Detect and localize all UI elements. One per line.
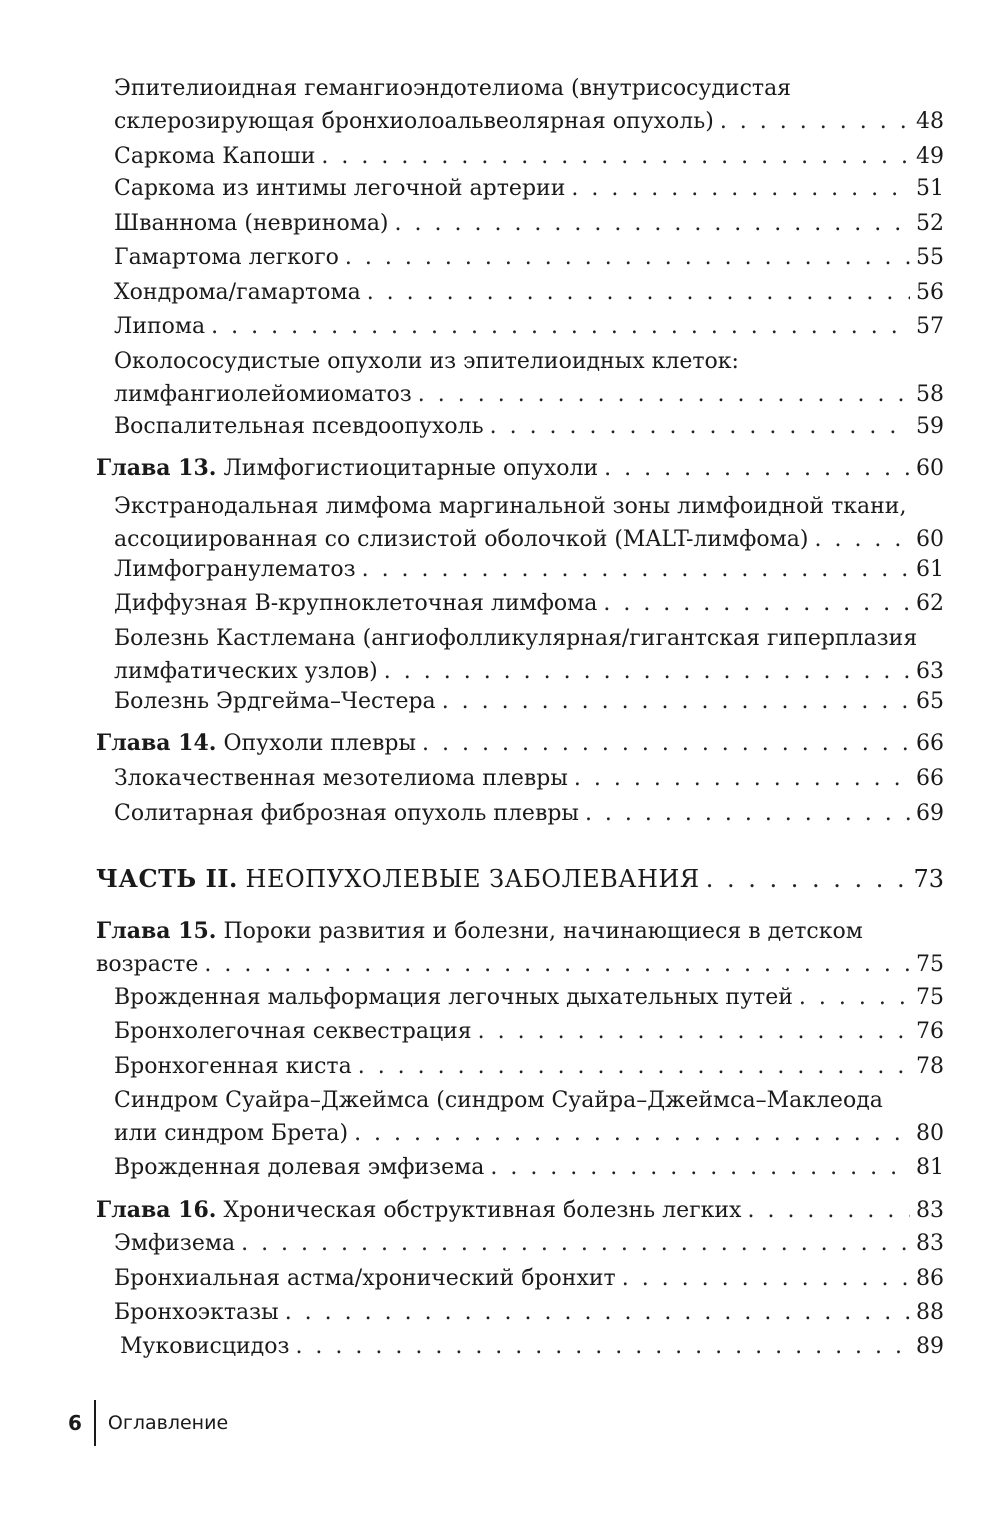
dot-leader — [720, 105, 910, 138]
dot-leader — [490, 410, 910, 443]
toc-title-text: Муковисцидоз — [120, 1334, 290, 1359]
toc-page-number: 75 — [916, 952, 944, 977]
toc-page-number: 75 — [916, 985, 944, 1010]
toc-title-text: Солитарная фиброзная опухоль плевры — [114, 801, 579, 826]
toc-title-text: склерозирующая бронхиолоальвеолярная опухоль) — [114, 109, 714, 134]
toc-title-line — [114, 378, 944, 411]
toc-page-number: 59 — [916, 414, 944, 439]
toc-title-line — [114, 523, 944, 556]
toc-title-text: Врожденная долевая эмфизема — [114, 1155, 485, 1180]
toc-page-number: 51 — [916, 176, 944, 201]
dot-leader — [362, 553, 910, 586]
dot-leader — [354, 1117, 910, 1150]
toc-page-number: 48 — [916, 109, 944, 134]
toc-title-line — [114, 1050, 944, 1083]
toc-title-text: Шваннома (невринома) — [114, 211, 389, 236]
toc-title-line — [114, 276, 944, 309]
toc-page-number: 83 — [916, 1198, 944, 1223]
dot-leader — [418, 378, 910, 411]
toc-title-text: Диффузная В-крупноклеточная лимфома — [114, 591, 598, 616]
toc-page-number: 49 — [916, 144, 944, 169]
toc-page-number: 81 — [916, 1155, 944, 1180]
toc-title-text: Липома — [114, 314, 206, 339]
toc-title-text: Саркома Капоши — [114, 144, 316, 169]
dot-leader — [571, 172, 910, 205]
dot-leader — [622, 1262, 910, 1295]
toc-title-line1 — [96, 915, 863, 948]
dot-leader — [490, 1151, 910, 1184]
toc-title-text: Экстранодальная лимфома маргинальной зоны лимфоидной ткани, — [114, 494, 907, 519]
toc-title-line — [114, 587, 944, 620]
toc-page-number: 88 — [916, 1300, 944, 1325]
toc-page-number: 60 — [916, 456, 944, 481]
toc-title-text: Врожденная мальформация легочных дыхательных путей — [114, 985, 793, 1010]
toc-page-number: 73 — [913, 865, 944, 893]
toc-title-text: Эпителиоидная гемангиоэндотелиома (внутрисосудистая — [114, 76, 792, 101]
dot-leader — [706, 863, 908, 896]
toc-title-line — [114, 410, 944, 443]
toc-page-number: 66 — [916, 766, 944, 791]
toc-title-text: лимфангиолейомиоматоз — [114, 382, 412, 407]
toc-page-number: 62 — [916, 591, 944, 616]
dot-leader — [604, 452, 910, 485]
toc-title-text: Бронхиальная астма/хронический бронхит — [114, 1266, 616, 1291]
toc-label: Глава 16. — [96, 1197, 217, 1223]
toc-title-line — [114, 1296, 944, 1329]
toc-title-line1 — [114, 490, 906, 523]
toc-title-text: Воспалительная псевдоопухоль — [114, 414, 484, 439]
toc-title-line — [114, 797, 944, 830]
toc-title-line — [114, 685, 944, 718]
toc-title-text: Болезнь Кастлемана (ангиофолликулярная/гигантская гиперплазия — [114, 626, 918, 651]
toc-title-line — [114, 140, 944, 173]
toc-page-number: 65 — [916, 689, 944, 714]
toc-title-line — [114, 1151, 944, 1184]
toc-title-line1 — [114, 345, 739, 378]
dot-leader — [442, 685, 910, 718]
toc-title-text: Саркома из интимы легочной артерии — [114, 176, 566, 201]
dot-leader — [295, 1330, 910, 1363]
dot-leader — [345, 241, 910, 274]
toc-title-line — [96, 862, 944, 896]
toc-title-line — [96, 1194, 944, 1227]
toc-page-number: 89 — [916, 1334, 944, 1359]
toc-page-number: 55 — [916, 245, 944, 270]
toc-page-number: 57 — [916, 314, 944, 339]
dot-leader — [395, 207, 910, 240]
toc-title-line — [114, 553, 944, 586]
toc-page-number: 61 — [916, 557, 944, 582]
toc-page-number: 52 — [916, 211, 944, 236]
toc-title-text: Злокачественная мезотелиома плевры — [114, 766, 568, 791]
dot-leader — [211, 310, 910, 343]
toc-title-text: ассоциированная со слизистой оболочкой (MALT-лимфома) — [114, 527, 809, 552]
toc-title-text: Бронхолегочная секвестрация — [114, 1019, 472, 1044]
toc-title-text: или синдром Брета) — [114, 1121, 349, 1146]
toc-page-number: 86 — [916, 1266, 944, 1291]
toc-page-number: 60 — [916, 527, 944, 552]
toc-title-line — [114, 1262, 944, 1295]
toc-page-number: 66 — [916, 731, 944, 756]
toc-page-number: 83 — [916, 1231, 944, 1256]
toc-label: ЧАСТЬ II. — [96, 864, 238, 893]
toc-title-line — [114, 207, 944, 240]
toc-title-text: Гамартома легкого — [114, 245, 339, 270]
toc-title-line — [120, 1330, 944, 1363]
dot-leader — [384, 655, 910, 688]
toc-title-text: Эмфизема — [114, 1231, 236, 1256]
toc-page-number: 80 — [916, 1121, 944, 1146]
toc-title-line1 — [114, 72, 791, 105]
running-section-title: Оглавление — [107, 1412, 229, 1434]
toc-title-text: Пороки развития и болезни, начинающиеся в детском — [223, 919, 863, 944]
dot-leader — [358, 1050, 910, 1083]
toc-title-text: Лимфогранулематоз — [114, 557, 356, 582]
toc-label: Глава 13. — [96, 455, 217, 481]
toc-title-text: Околососудистые опухоли из эпителиоидных клеток: — [114, 349, 739, 374]
toc-title-text: Болезнь Эрдгейма–Честера — [114, 689, 436, 714]
toc-title-text: возрасте — [96, 952, 199, 977]
dot-leader — [747, 1194, 910, 1227]
toc-label: Глава 14. — [96, 730, 217, 756]
dot-leader — [241, 1227, 910, 1260]
dot-leader — [321, 140, 910, 173]
toc-title-line1 — [114, 622, 917, 655]
toc-label: Глава 15. — [96, 918, 217, 944]
toc-title-line — [96, 727, 944, 760]
toc-title-line — [114, 762, 944, 795]
toc-title-text: Лимфогистиоцитарные опухоли — [223, 456, 599, 481]
toc-title-line — [96, 452, 944, 485]
dot-leader — [603, 587, 910, 620]
page-footer — [68, 1400, 228, 1446]
toc-title-line — [114, 310, 944, 343]
toc-title-text: Бронхогенная киста — [114, 1054, 352, 1079]
page-number: 6 — [68, 1411, 82, 1435]
toc-title-line — [114, 655, 944, 688]
dot-leader — [574, 762, 910, 795]
toc-page-number: 78 — [916, 1054, 944, 1079]
toc-title-text: Хроническая обструктивная болезнь легких — [223, 1198, 742, 1223]
toc-title-line — [114, 172, 944, 205]
toc-title-text: НЕОПУХОЛЕВЫЕ ЗАБОЛЕВАНИЯ — [245, 865, 700, 893]
dot-leader — [478, 1015, 910, 1048]
dot-leader — [585, 797, 910, 830]
dot-leader — [814, 523, 910, 556]
toc-title-text: Бронхоэктазы — [114, 1300, 279, 1325]
dot-leader — [204, 948, 910, 981]
toc-page-number: 69 — [916, 801, 944, 826]
toc-title-line — [114, 1015, 944, 1048]
toc-title-line — [114, 1227, 944, 1260]
dot-leader — [422, 727, 910, 760]
toc-title-line — [114, 105, 944, 138]
dot-leader — [367, 276, 910, 309]
toc-title-line1 — [114, 1084, 883, 1117]
toc-title-text: Хондрома/гамартома — [114, 280, 361, 305]
toc-title-line — [96, 948, 944, 981]
toc-title-text: лимфатических узлов) — [114, 659, 378, 684]
toc-title-text: Опухоли плевры — [223, 731, 417, 756]
toc-title-line — [114, 241, 944, 274]
dot-leader — [285, 1296, 910, 1329]
toc-title-line — [114, 981, 944, 1014]
toc-title-line — [114, 1117, 944, 1150]
toc-page-number: 63 — [916, 659, 944, 684]
toc-page-number: 56 — [916, 280, 944, 305]
toc-title-text: Синдром Суайра–Джеймса (синдром Суайра–Джеймса–Маклеода — [114, 1088, 883, 1113]
toc-page-number: 58 — [916, 382, 944, 407]
dot-leader — [799, 981, 910, 1014]
toc-page-number: 76 — [916, 1019, 944, 1044]
